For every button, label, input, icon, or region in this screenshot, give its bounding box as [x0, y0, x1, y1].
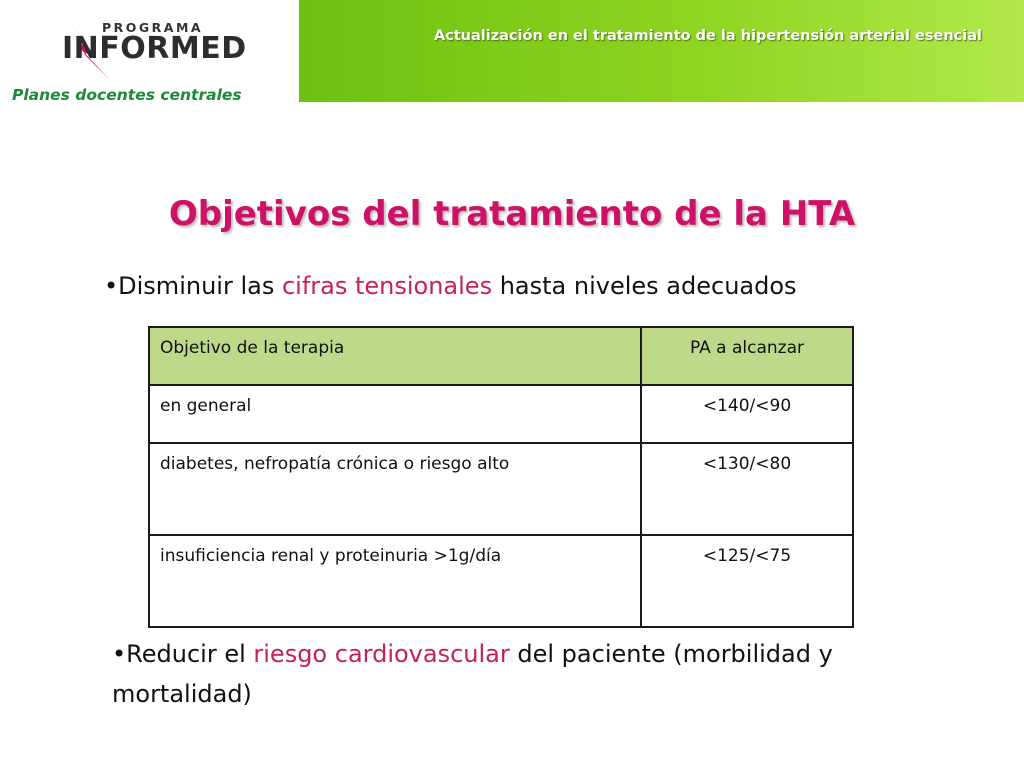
- header-band: [299, 0, 1024, 102]
- bullet-text: del paciente (morbilidad y mortalidad): [112, 640, 833, 708]
- program-subtitle: Planes docentes centrales: [12, 86, 242, 104]
- blood-pressure-goals-table: [148, 326, 854, 628]
- slide-title: Objetivos del tratamiento de la HTA: [168, 194, 856, 234]
- bullet-text: •Reducir el: [112, 640, 254, 668]
- table-cell: <130/<80: [641, 443, 853, 535]
- highlight-text: riesgo cardiovascular: [253, 640, 510, 668]
- table-cell: insuficiencia renal y proteinuria >1g/día: [149, 535, 641, 627]
- table-row: [149, 535, 853, 627]
- logo-small-text: PROGRAMA: [102, 20, 204, 35]
- table-cell: diabetes, nefropatía crónica o riesgo alto: [149, 443, 641, 535]
- bullet-reduce-pressure: [104, 272, 797, 300]
- table-cell: <140/<90: [641, 385, 853, 443]
- bullet-text: •Disminuir las: [104, 272, 282, 300]
- highlight-text: cifras tensionales: [281, 272, 493, 300]
- programa-informed-logo: [58, 12, 248, 82]
- bullet-reduce-risk: [112, 634, 952, 714]
- table-cell: <125/<75: [641, 535, 853, 627]
- table-header-cell: Objetivo de la terapia: [149, 327, 641, 385]
- table-header-row: [149, 327, 853, 385]
- table-header-cell: PA a alcanzar: [641, 327, 853, 385]
- table-cell: en general: [149, 385, 641, 443]
- bullet-text: hasta niveles adecuados: [492, 272, 797, 300]
- table-row: [149, 385, 853, 443]
- presentation-title: Actualización en el tratamiento de la hipertensión arterial esencial: [433, 28, 982, 44]
- logo-main-text: INFORMED: [62, 31, 247, 66]
- table-row: [149, 443, 853, 535]
